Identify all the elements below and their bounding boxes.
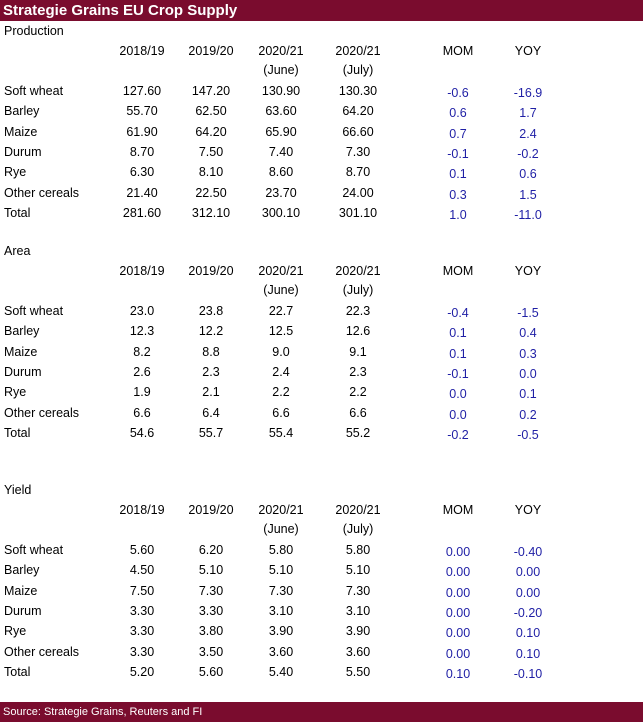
mom-value: 0.7	[449, 127, 467, 141]
table-cell: 9.0	[272, 345, 290, 359]
yoy-value: -0.5	[517, 428, 539, 442]
mom-value: 0.1	[449, 347, 467, 361]
table-cell: 5.20	[129, 665, 155, 679]
mom-header: MOM	[442, 44, 474, 58]
row-label: Other cereals	[4, 645, 80, 659]
table-cell: 7.30	[198, 584, 224, 598]
table-cell: 8.8	[202, 345, 220, 359]
yoy-value: -0.10	[513, 667, 543, 681]
table-cell: 3.30	[129, 645, 155, 659]
table-cell: 3.60	[345, 645, 371, 659]
table-cell: 6.6	[133, 406, 151, 420]
table-cell: 63.60	[265, 104, 297, 118]
source-note: Source: Strategie Grains, Reuters and FI	[3, 706, 203, 718]
table-cell: 22.7	[268, 304, 294, 318]
table-cell: 8.60	[268, 165, 294, 179]
yoy-value: 1.7	[519, 106, 537, 120]
table-cell: 8.70	[129, 145, 155, 159]
table-cell: 147.20	[191, 84, 231, 98]
row-label: Maize	[4, 584, 38, 598]
table-cell: 8.2	[133, 345, 151, 359]
row-label: Rye	[4, 385, 27, 399]
mom-value: -0.1	[447, 147, 469, 161]
yoy-header: YOY	[514, 44, 542, 58]
table-cell: 12.6	[345, 324, 371, 338]
column-subheader: (June)	[263, 63, 299, 77]
column-header: 2020/21	[335, 44, 381, 58]
column-subheader: (June)	[263, 522, 299, 536]
row-label: Maize	[4, 125, 38, 139]
column-subheader: (July)	[342, 63, 374, 77]
yoy-value: 0.0	[519, 367, 537, 381]
yoy-value: 0.4	[519, 326, 537, 340]
table-cell: 3.10	[345, 604, 371, 618]
title-bar	[0, 0, 643, 21]
row-label: Barley	[4, 324, 40, 338]
mom-value: 0.1	[449, 167, 467, 181]
table-cell: 5.60	[198, 665, 224, 679]
yoy-value: -0.2	[517, 147, 539, 161]
table-cell: 3.10	[268, 604, 294, 618]
table-cell: 23.8	[198, 304, 224, 318]
mom-value: -0.6	[447, 86, 469, 100]
yoy-header: YOY	[514, 503, 542, 517]
table-cell: 7.40	[268, 145, 294, 159]
table-cell: 4.50	[129, 563, 155, 577]
table-cell: 6.20	[198, 543, 224, 557]
mom-value: -0.4	[447, 306, 469, 320]
table-cell: 55.2	[345, 426, 371, 440]
table-cell: 3.30	[129, 604, 155, 618]
table-cell: 22.3	[345, 304, 371, 318]
row-label: Soft wheat	[4, 543, 64, 557]
table-cell: 1.9	[133, 385, 151, 399]
column-header: 2020/21	[335, 503, 381, 517]
table-cell: 66.60	[342, 125, 374, 139]
table-cell: 6.4	[202, 406, 220, 420]
mom-value: 0.00	[445, 606, 471, 620]
table-cell: 9.1	[349, 345, 367, 359]
mom-value: 0.00	[445, 586, 471, 600]
yoy-value: 0.6	[519, 167, 537, 181]
yoy-value: 2.4	[519, 127, 537, 141]
table-cell: 22.50	[195, 186, 227, 200]
table-cell: 5.50	[345, 665, 371, 679]
column-header: 2020/21	[258, 503, 304, 517]
column-subheader: (June)	[263, 283, 299, 297]
table-cell: 7.50	[198, 145, 224, 159]
yoy-value: 0.3	[519, 347, 537, 361]
table-cell: 7.50	[129, 584, 155, 598]
row-label: Other cereals	[4, 186, 80, 200]
row-label: Barley	[4, 104, 40, 118]
section-title: Yield	[4, 483, 32, 497]
row-label: Soft wheat	[4, 304, 64, 318]
row-label: Total	[4, 665, 31, 679]
section-title: Area	[4, 244, 31, 258]
column-subheader: (July)	[342, 283, 374, 297]
table-cell: 130.30	[338, 84, 378, 98]
table-cell: 64.20	[342, 104, 374, 118]
table-cell: 7.30	[345, 584, 371, 598]
table-cell: 12.2	[198, 324, 224, 338]
mom-value: 0.6	[449, 106, 467, 120]
column-header: 2018/19	[119, 503, 165, 517]
mom-value: 0.1	[449, 326, 467, 340]
table-cell: 2.6	[133, 365, 151, 379]
column-header: 2019/20	[188, 503, 234, 517]
table-cell: 2.1	[202, 385, 220, 399]
yoy-value: -0.40	[513, 545, 543, 559]
table-cell: 54.6	[129, 426, 155, 440]
column-header: 2018/19	[119, 264, 165, 278]
table-cell: 3.50	[198, 645, 224, 659]
table-cell: 2.2	[349, 385, 367, 399]
column-header: 2020/21	[335, 264, 381, 278]
mom-value: 0.00	[445, 545, 471, 559]
yoy-value: -11.0	[514, 208, 542, 222]
row-label: Rye	[4, 624, 27, 638]
table-cell: 130.90	[261, 84, 301, 98]
table-cell: 12.5	[268, 324, 294, 338]
table-cell: 65.90	[265, 125, 297, 139]
table-cell: 55.70	[126, 104, 158, 118]
table-cell: 5.80	[345, 543, 371, 557]
mom-header: MOM	[442, 264, 474, 278]
column-subheader: (July)	[342, 522, 374, 536]
table-cell: 5.80	[268, 543, 294, 557]
table-cell: 5.60	[129, 543, 155, 557]
table-cell: 8.70	[345, 165, 371, 179]
table-cell: 3.90	[345, 624, 371, 638]
column-header: 2018/19	[119, 44, 165, 58]
table-cell: 3.80	[198, 624, 224, 638]
table-cell: 24.00	[342, 186, 374, 200]
table-cell: 5.10	[268, 563, 294, 577]
row-label: Barley	[4, 563, 40, 577]
table-cell: 7.30	[268, 584, 294, 598]
mom-value: 0.0	[449, 408, 467, 422]
table-cell: 5.10	[345, 563, 371, 577]
column-header: 2020/21	[258, 44, 304, 58]
table-cell: 55.4	[268, 426, 294, 440]
table-cell: 312.10	[191, 206, 231, 220]
table-cell: 8.10	[198, 165, 224, 179]
source-footer	[0, 702, 643, 722]
table-cell: 61.90	[126, 125, 158, 139]
mom-value: -0.1	[447, 367, 469, 381]
table-cell: 3.30	[129, 624, 155, 638]
column-header: 2019/20	[188, 264, 234, 278]
column-header: 2019/20	[188, 44, 234, 58]
yoy-value: 0.10	[515, 647, 541, 661]
mom-header: MOM	[442, 503, 474, 517]
mom-value: 0.3	[449, 188, 467, 202]
row-label: Durum	[4, 365, 42, 379]
section-title: Production	[4, 24, 64, 38]
row-label: Total	[4, 426, 31, 440]
table-cell: 5.10	[198, 563, 224, 577]
table-cell: 2.4	[272, 365, 290, 379]
table-cell: 62.50	[195, 104, 227, 118]
mom-value: -0.2	[447, 428, 469, 442]
table-cell: 6.30	[129, 165, 155, 179]
yoy-value: -1.5	[517, 306, 539, 320]
table-cell: 281.60	[122, 206, 162, 220]
row-label: Durum	[4, 145, 42, 159]
table-cell: 6.6	[272, 406, 290, 420]
table-cell: 64.20	[195, 125, 227, 139]
table-cell: 23.70	[265, 186, 297, 200]
table-cell: 3.30	[198, 604, 224, 618]
column-header: 2020/21	[258, 264, 304, 278]
table-cell: 3.60	[268, 645, 294, 659]
yoy-value: -0.20	[513, 606, 543, 620]
table-cell: 6.6	[349, 406, 367, 420]
yoy-value: -16.9	[513, 86, 543, 100]
table-cell: 2.3	[202, 365, 220, 379]
yoy-value: 0.00	[515, 586, 541, 600]
mom-value: 0.10	[445, 667, 471, 681]
table-cell: 2.2	[272, 385, 290, 399]
mom-value: 0.00	[445, 626, 471, 640]
mom-value: 1.0	[449, 208, 467, 222]
table-cell: 127.60	[122, 84, 162, 98]
mom-value: 0.0	[449, 387, 467, 401]
yoy-value: 0.1	[519, 387, 537, 401]
yoy-value: 0.00	[515, 565, 541, 579]
yoy-value: 1.5	[519, 188, 537, 202]
yoy-value: 0.10	[515, 626, 541, 640]
yoy-value: 0.2	[519, 408, 537, 422]
yoy-header: YOY	[514, 264, 542, 278]
row-label: Maize	[4, 345, 38, 359]
table-cell: 5.40	[268, 665, 294, 679]
mom-value: 0.00	[445, 565, 471, 579]
row-label: Soft wheat	[4, 84, 64, 98]
table-cell: 21.40	[126, 186, 158, 200]
mom-value: 0.00	[445, 647, 471, 661]
row-label: Total	[4, 206, 31, 220]
table-cell: 7.30	[345, 145, 371, 159]
table-cell: 55.7	[198, 426, 224, 440]
row-label: Other cereals	[4, 406, 80, 420]
table-cell: 2.3	[349, 365, 367, 379]
table-cell: 23.0	[129, 304, 155, 318]
table-cell: 301.10	[338, 206, 378, 220]
page-title: Strategie Grains EU Crop Supply	[3, 2, 238, 19]
table-cell: 12.3	[129, 324, 155, 338]
table-cell: 300.10	[261, 206, 301, 220]
row-label: Rye	[4, 165, 27, 179]
table-cell: 3.90	[268, 624, 294, 638]
row-label: Durum	[4, 604, 42, 618]
